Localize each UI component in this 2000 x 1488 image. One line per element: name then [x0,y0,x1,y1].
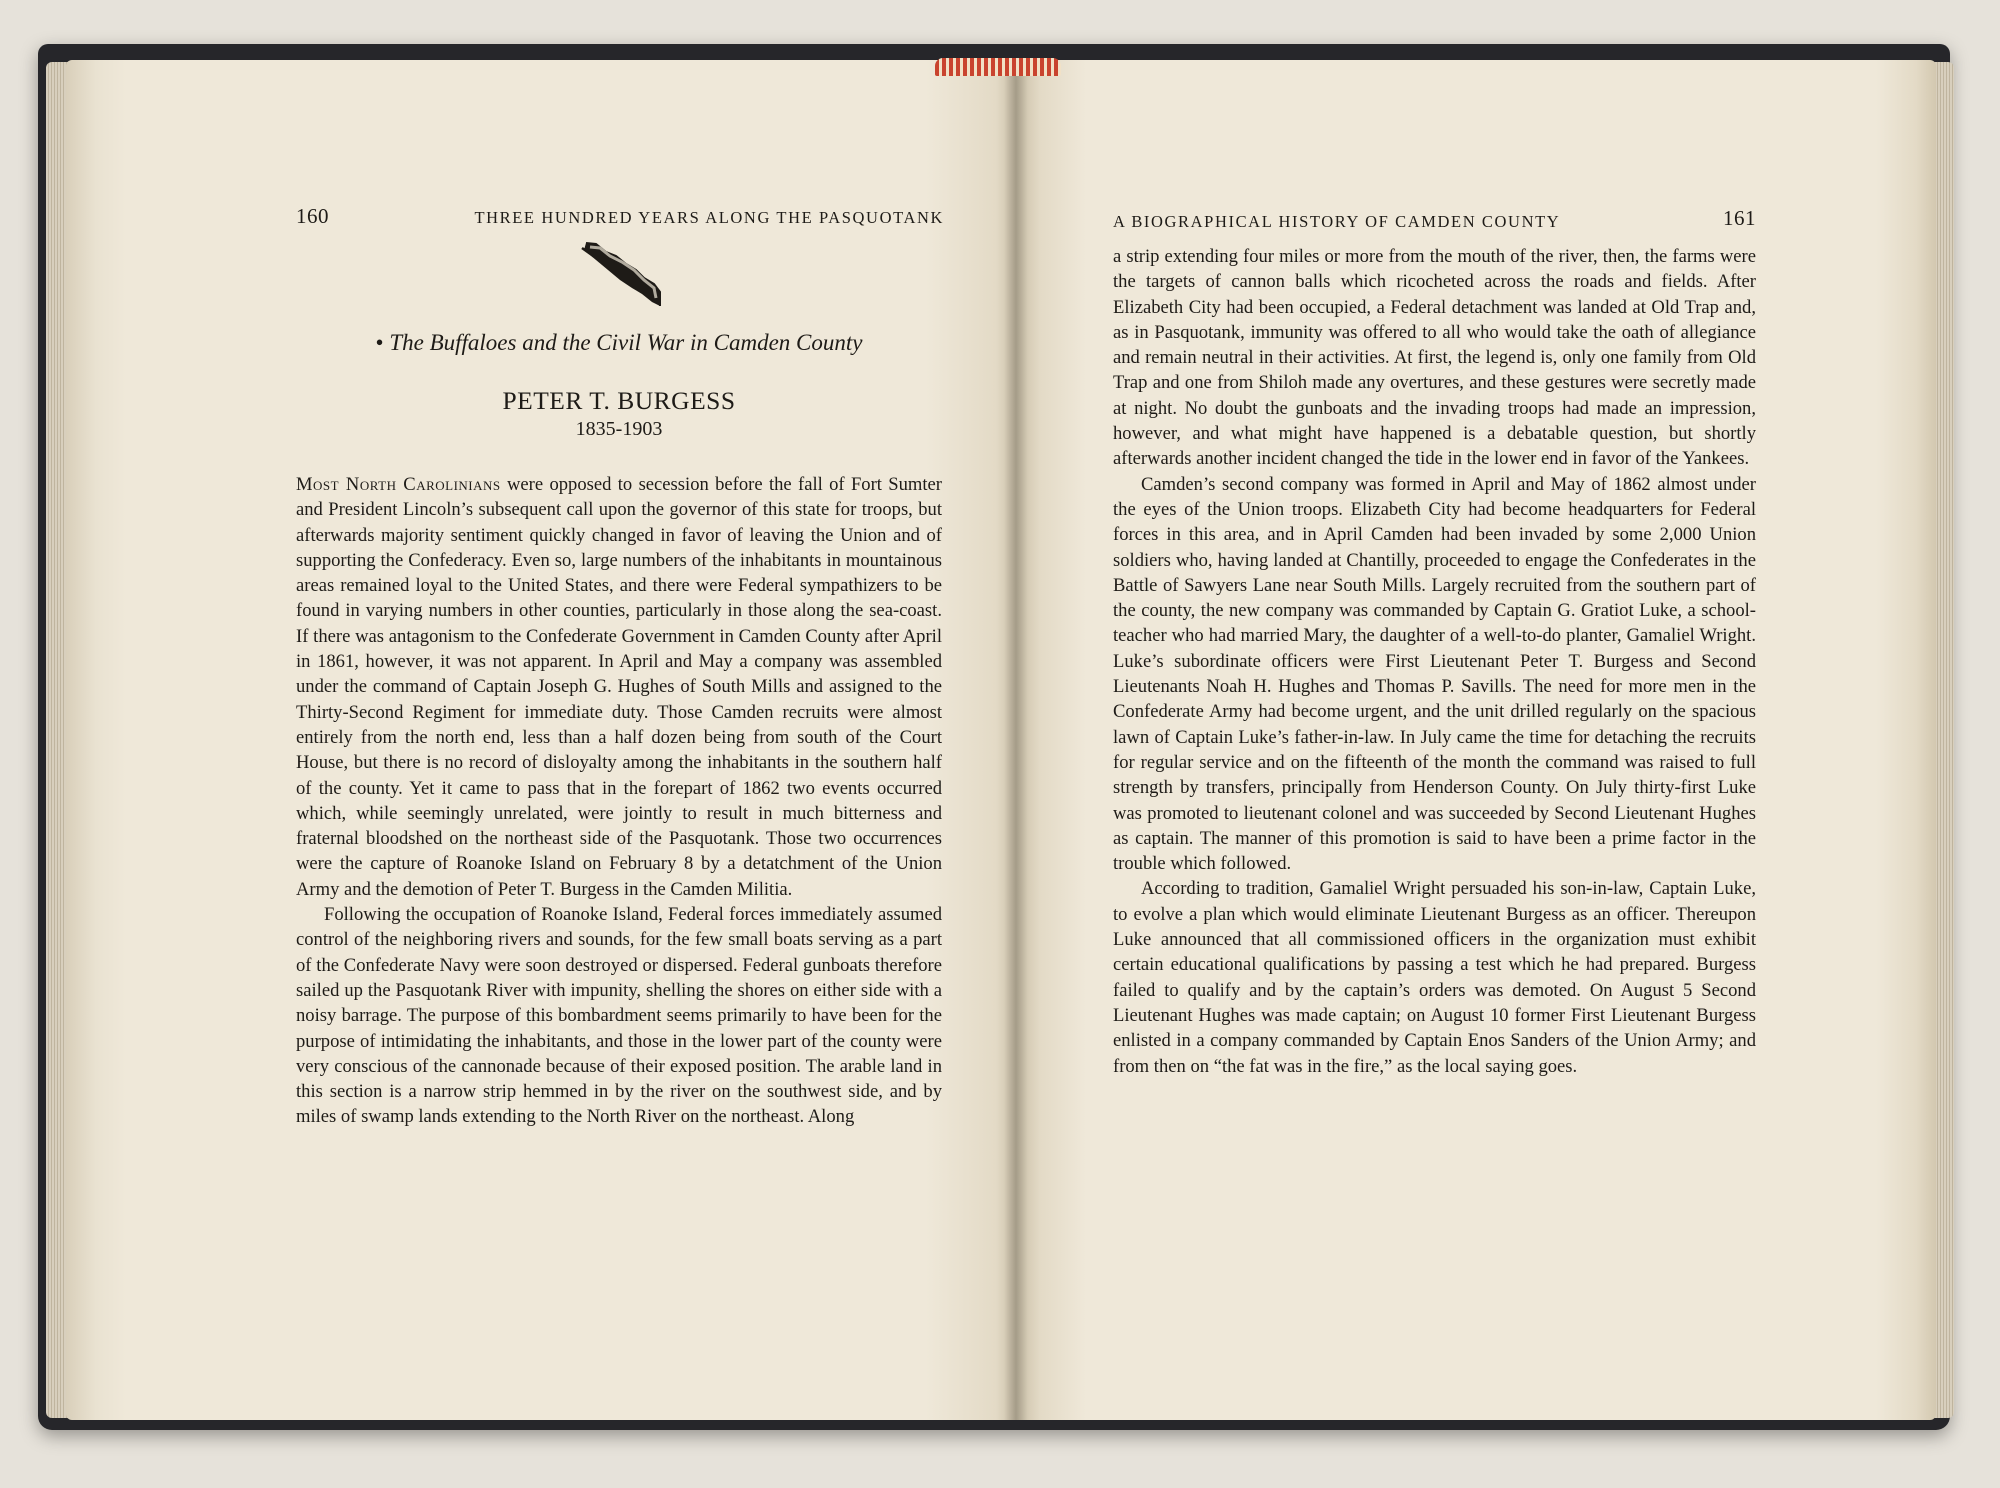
left-paragraph-1-text: were opposed to secession before the fall of Fort Sumter and President Lincoln’s subsequent call upon the governor of this state for troops, but afterwards majority sentiment quickly changed in favor of leaving the Union and of supporting the Confederacy. Even so, large numbers of the inhabitants in mountainous areas remained loyal to the United States, and there were Federal sympathizers to be found in varying numbers in other counties, particularly in those along the sea-coast. If there was antagonism to the Confederate Government in Camden County after April in 1861, however, it was not apparent. In April and May a company was assembled under the command of Captain Joseph G. Hughes of South Mills and assigned to the Thirty-Second Regiment for immediate duty. Those Camden recruits were almost entirely from the north end, less than a half dozen being from south of the Court House, but there is no record of disloyalty among the inhabitants in the southern half of the county. Yet it came to pass that in the forepart of 1862 two events occurred which, while seemingly unrelated, were jointly to result in much bitterness and fraternal bloodshed on the northeast side of the Pasquotank. Those two occurrences were the capture of Roanoke Island on February 8 by a detatchment of the Union Army and the demotion of Peter T. Burgess in the Camden Militia. [296,474,942,900]
right-body-text [1113,244,1756,1079]
section-title-text: The Buffaloes and the Civil War in Camden County [389,330,863,355]
right-paragraph-1: a strip extending four miles or more from the mouth of the river, then, the farms were the targets of cannon balls which ricocheted across the roads and fields. After Elizabeth City had been occupied, a Federal detachment was landed at Old Trap and, as in Pasquotank, immunity was offered to all who would take the oath of allegiance and remain neutral in their activities. At first, the legend is, only one family from Old Trap and one from Shiloh made any overtures, and these gestures were secretly made at night. No doubt the gunboats and the invading troops had made an impression, however, and what might have happened is a debatable question, but shortly afterwards another incident changed the tide in the lower end in favor of the Yankees. [1113,246,1756,470]
left-paragraph-2: Following the occupation of Roanoke Island, Federal forces immediately assumed control of the neighboring rivers and sounds, for the few small boats serving as a part of the Confederate Navy were soon destroyed or dispersed. Federal gunboats therefore sailed up the Pasquotank River with impunity, shelling the shores on either side with a noisy barrage. The purpose of this bombardment seems primarily to have been for the purpose of intimidating the inhabitants, and those in the lower part of the county were very conscious of the cannonade because of their exposed position. The arable land in this section is a narrow strip hemmed in by the river on the southwest side, and by miles of swamp lands extending to the North River on the northeast. Along [296,904,942,1128]
left-page-number: 160 [296,204,329,228]
gutter-shadow [1004,60,1028,1420]
section-bullet: • [375,330,384,355]
left-body-text [296,472,942,1130]
biography-name: PETER T. BURGESS [502,386,736,415]
right-running-head: A BIOGRAPHICAL HISTORY OF CAMDEN COUNTY [1113,212,1561,231]
headband [935,58,1061,76]
right-paragraph-3: According to tradition, Gamaliel Wright persuaded his son-in-law, Captain Luke, to evolve a plan which would eliminate Lieutenant Burgess as an officer. Thereupon Luke announced that all commissioned officers in the organization must exhibit certain educational qualifications by passing a test which he had prepared. Burgess failed to qualify and by the captain’s orders was demoted. On August 5 Second Lieutenant Hughes was made captain; on August 10 former First Lieutenant Burgess enlisted in a company commanded by Captain Enos Sanders of the Union Army; and from then on “the fat was in the fire,” as the local saying goes. [1113,878,1756,1077]
right-page-number: 161 [1723,206,1756,230]
paragraph-lead-in: Most North Carolinians [296,474,501,495]
biography-dates: 1835-1903 [575,418,663,440]
left-running-head: THREE HUNDRED YEARS ALONG THE PASQUOTANK [474,208,944,227]
right-paragraph-2: Camden’s second company was formed in April and May of 1862 almost under the eyes of the Union troops. Elizabeth City had become headquarters for Federal forces in this area, and in April Camden had been invaded by some 2,000 Union soldiers who, having landed at Chantilly, proceeded to engage the Confederates in the Battle of Sawyers Lane near South Mills. Largely recruited from the southern part of the county, the new company was commanded by Captain G. Gratiot Luke, a school-teacher who had married Mary, the daughter of a well-to-do planter, Gamaliel Wright. Luke’s subordinate officers were First Lieutenant Peter T. Burgess and Second Lieutenants Noah H. Hughes and Thomas P. Savills. The need for more men in the Confederate Army had become urgent, and the unit drilled regularly on the spacious lawn of Captain Luke’s father-in-law. In July came the time for detaching the recruits for regular service and on the fifteenth of the month the command was raised to full strength by transfers, principally from Henderson County. On July thirty-first Luke was promoted to lieutenant colonel and was succeeded by Second Lieutenant Hughes as captain. The manner of this promotion is said to have been a prime factor in the trouble which followed. [1113,473,1756,875]
pasquotank-map-ornament-icon [580,240,662,312]
section-title [296,330,942,356]
left-paragraph-1 [296,472,942,902]
